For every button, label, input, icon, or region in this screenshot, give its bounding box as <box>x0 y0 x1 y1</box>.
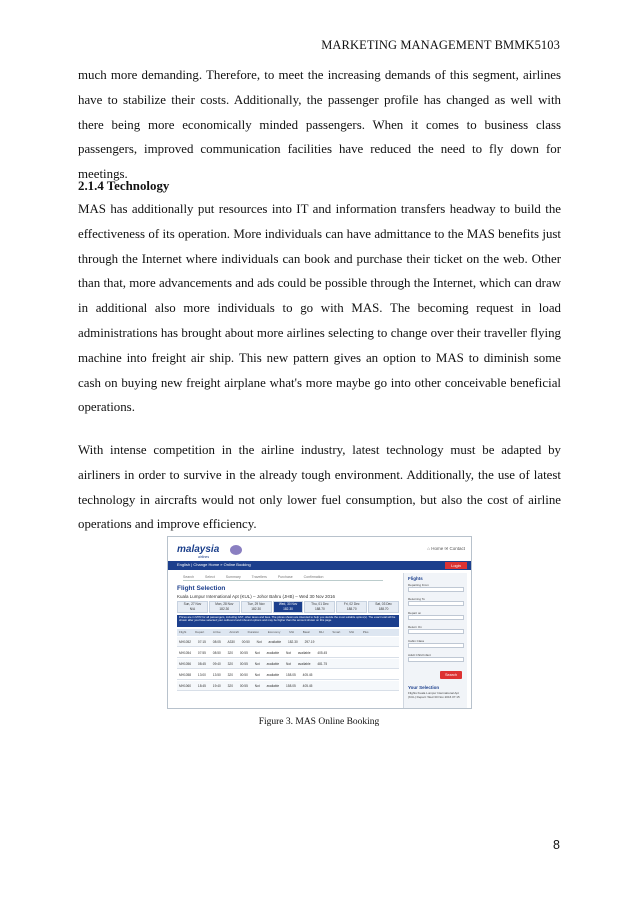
login-button: Login <box>445 562 467 569</box>
sidebar-field-label: Adult Child Infant <box>408 653 431 657</box>
date-tab <box>209 601 240 613</box>
sidebar-field <box>408 643 464 648</box>
paragraph-3: With intense competition in the airline industry, latest technology must be adapted by airliners in order to survive in the already tough environment. Additionally, the use of latest technology in aircrafts would not only lower fuel consumption, but also the cost of airline operations and improve efficiency. <box>78 443 561 532</box>
your-selection-title: Your Selection <box>408 685 440 690</box>
date-strip <box>177 601 399 613</box>
route-text: Kuala Lumpur International Apt (KUL) – Johor Bahru (JHB) – Wed 30 Nov 2016 <box>177 594 336 599</box>
main-panel <box>173 573 401 708</box>
date-tab-day: Sat, 03 Dec <box>375 602 392 606</box>
date-tab-price: 188.70 <box>378 607 389 611</box>
booking-steps: Search Select Summary Travellers Purchase Confirmation <box>183 575 324 579</box>
sidebar-field <box>408 601 464 606</box>
page-number: 8 <box>553 838 560 852</box>
date-tab-price: 182.30 <box>283 607 293 611</box>
sidebar-field <box>408 629 464 634</box>
date-tab <box>177 601 208 613</box>
date-tab <box>241 601 272 613</box>
running-header: MARKETING MANAGEMENT BMMK5103 <box>321 38 560 52</box>
section-heading: 2.1.4 Technology <box>78 179 170 193</box>
price-notice: Prices are in MYR for all passengers, including GST, other taxes and fees. The prices shown are intended to help you decide the most suitable option(s). The exact total will be shown after you have selected your outbound and inbound options and may be higher than the amount shown on this page. <box>177 615 399 627</box>
figure-caption: Figure 3. MAS Online Booking <box>258 717 380 727</box>
date-tab-day: Sun, 27 Nov <box>183 602 202 606</box>
date-tab-price: 188.70 <box>346 607 357 611</box>
sidebar-field <box>408 587 464 592</box>
date-tab-day: Tue, 29 Nov <box>247 602 265 606</box>
sidebar-field-label: Returning To <box>408 597 425 601</box>
mas-booking-screenshot <box>167 536 472 709</box>
sidebar-field-label: Return On <box>408 625 422 629</box>
sidebar-field-label: Departing From <box>408 583 429 587</box>
table-row: MH1054 07:55 08:50 320 00:55 Not available Not available 405.45 <box>177 648 399 658</box>
paragraph-2: MAS has additionally put resources into IT and information transfers headway to build the effectiveness of its operation. More individuals can have admittance to the MAS benefits just through the Internet where individuals can book and purchase their ticket on the web. Other than that, more advancements and ads could be possible through the Internet, which can draw in additional also more individuals to go with MAS. The becoming request in load administrations has brought about more airlines selecting to change over their traveller flying machine into freight air ship. This new pattern gives an option to MAS to diminish some cash on buying new freight airplane what's more maybe go into other conceivable beneficial operations. <box>78 202 561 415</box>
table-row: MH1056 08:45 09:40 320 00:55 Not available Not available 481.75 <box>177 659 399 669</box>
date-tab-price: 182.30 <box>219 607 230 611</box>
date-tab <box>304 601 335 613</box>
top-links: ⌂ Home ✉ Contact <box>427 546 465 551</box>
breadcrumb: English | Change Home » Online Booking <box>177 562 251 567</box>
date-tab-day: Wed, 30 Nov <box>278 602 298 606</box>
sidebar-field-label: Depart on <box>408 611 422 615</box>
date-tab-day: Fri, 02 Dec <box>343 602 360 606</box>
table-row: MH1058 13:00 13:50 320 00:50 Not available 158.05 405.45 <box>177 670 399 680</box>
sidebar-field <box>408 615 464 620</box>
paragraph-1: much more demanding. Therefore, to meet the increasing demands of this segment, airlines have to stabilize their costs. Additionally, the passenger profile has changed as well with there being more economically minded passengers. When it comes to business class passengers, improved communication facilities have reduced the need to fly down for meetings. <box>78 68 561 182</box>
selection-text: Flights Kuala Lumpur International Apt (KUL) Depart: Wed 30 Nov 2016 07:15 <box>408 691 460 699</box>
date-tab-price: 188.70 <box>314 607 325 611</box>
date-tab-price: 182.30 <box>251 607 262 611</box>
search-button: Search <box>440 671 462 679</box>
sidebar-title: Flights <box>408 576 423 581</box>
flights-sidebar <box>403 573 467 708</box>
table-header: Flight Depart Arrive Aircraft Duration Economy MH Basic MH Smart MH Plus <box>177 629 399 636</box>
table-row: MH1060 18:45 19:40 320 00:55 Not available 158.05 405.45 <box>177 681 399 691</box>
date-tab <box>368 601 399 613</box>
malaysia-airlines-logo: malaysia <box>177 544 220 555</box>
date-tab-price: N/A <box>189 607 196 611</box>
date-tab-day: Mon, 28 Nov <box>215 602 234 606</box>
logo-subtitle: airlines <box>198 555 210 559</box>
date-tab <box>273 601 304 613</box>
sidebar-field-label: Cabin Class <box>408 639 425 643</box>
table-row: MH1052 07:15 08:05 A330 00:50 Not available 182.30 297.19 <box>177 637 399 647</box>
steps-line <box>183 580 383 581</box>
sidebar-field <box>408 657 464 662</box>
date-tab-day: Thu, 01 Dec <box>311 602 329 606</box>
flight-selection-title: Flight Selection <box>177 585 226 592</box>
date-tab <box>336 601 367 613</box>
kite-logo-icon <box>230 545 242 555</box>
